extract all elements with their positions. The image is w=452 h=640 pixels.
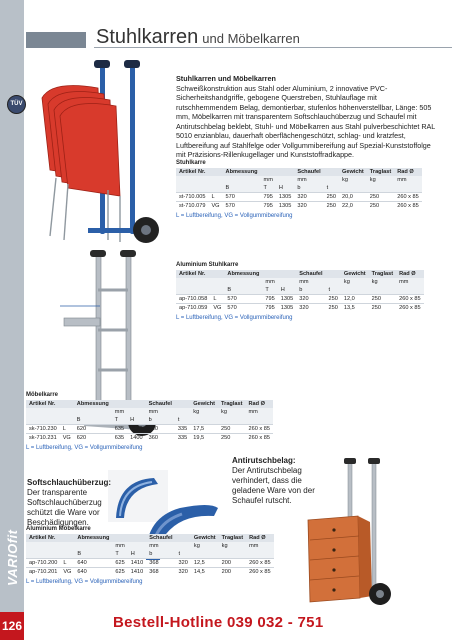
table-legend: L = Luftbereifung, VG = Vollgummibereifung	[176, 213, 293, 219]
table-cell: 1305	[276, 193, 294, 202]
letter-cell	[190, 416, 218, 425]
letter-cell: B	[74, 550, 112, 559]
header-cell: Schaufel	[146, 534, 175, 542]
letter-cell: B	[224, 286, 262, 295]
table-section-title: Aluminium Stuhlkarre	[176, 262, 239, 268]
unit-cell	[128, 542, 146, 550]
letter-cell: T	[112, 550, 127, 559]
unit-cell: kg	[190, 408, 218, 416]
table-cell: L	[60, 559, 74, 568]
unit-cell	[26, 542, 60, 550]
header-cell: Abmessung	[74, 534, 112, 542]
header-cell: Gewicht	[191, 534, 219, 542]
callout-soft-hose	[27, 478, 111, 528]
letter-cell: H	[127, 416, 145, 425]
table-cell: 320	[176, 568, 191, 577]
letter-cell	[176, 184, 208, 193]
callout-line: Der Antirutschbelag	[232, 466, 302, 475]
order-hotline: Bestell-Hotline 039 032 - 751	[113, 614, 324, 631]
page-number: 126	[0, 612, 24, 640]
unit-cell	[223, 176, 261, 184]
table-cell: 1400	[127, 434, 145, 443]
header-cell	[112, 400, 127, 408]
table-cell: 320	[176, 559, 191, 568]
unit-cell: kg	[219, 542, 246, 550]
table-cell: 250	[326, 295, 341, 304]
unit-cell	[278, 278, 296, 286]
table-cell: 250	[218, 425, 245, 434]
table-cell: 22,0	[339, 202, 367, 211]
table-cell: 320	[294, 202, 323, 211]
unit-cell: mm	[394, 176, 421, 184]
table-cell: 250	[369, 304, 396, 313]
table-row	[26, 568, 274, 577]
letter-cell: t	[324, 184, 339, 193]
table-cell: 570	[223, 202, 261, 211]
table-legend: L = Luftbereifung, VG = Vollgummibereifung	[26, 445, 143, 451]
header-cell: Traglast	[367, 168, 394, 176]
table-row	[176, 202, 422, 211]
header-cell	[127, 400, 145, 408]
table-cell: 795	[261, 193, 276, 202]
header-cell	[324, 168, 339, 176]
letter-cell	[219, 550, 246, 559]
header-cell: Abmessung	[74, 400, 112, 408]
unit-cell: kg	[341, 278, 369, 286]
table-cell: 335	[175, 425, 190, 434]
unit-cell	[224, 278, 262, 286]
unit-cell	[210, 278, 224, 286]
letter-cell: H	[276, 184, 294, 193]
callout-line: Schaufel rutscht.	[232, 496, 292, 505]
table-cell: 570	[223, 193, 261, 202]
letter-cell	[26, 416, 60, 425]
table-cell: 260 x 85	[246, 568, 273, 577]
table-cell: 200	[219, 559, 246, 568]
table-cell: 795	[262, 295, 277, 304]
letter-cell	[367, 184, 394, 193]
letter-cell	[208, 184, 222, 193]
table-cell: 260 x 85	[246, 559, 273, 568]
table-row	[26, 559, 274, 568]
table-cell: 368	[146, 559, 175, 568]
table-cell: L	[60, 425, 74, 434]
header-cell: Artikel Nr.	[176, 270, 210, 278]
table-cell: 200	[219, 568, 246, 577]
table-cell: 260 x 85	[245, 434, 272, 443]
header-cell	[112, 534, 127, 542]
table-cell: 625	[112, 559, 127, 568]
unit-cell	[74, 542, 112, 550]
letter-cell	[60, 550, 74, 559]
header-cell: Schaufel	[146, 400, 175, 408]
header-cell	[60, 534, 74, 542]
unit-cell	[74, 408, 112, 416]
header-cell: Traglast	[369, 270, 396, 278]
page-title	[96, 26, 300, 49]
table-row	[176, 295, 424, 304]
unit-cell: kg	[367, 176, 394, 184]
table-cell: L	[208, 193, 222, 202]
table-cell: sk-710.230	[26, 425, 60, 434]
letter-cell	[369, 286, 396, 295]
table-cell: 1410	[128, 559, 146, 568]
letter-cell	[191, 550, 219, 559]
header-cell: Schaufel	[296, 270, 325, 278]
table-cell: 1410	[128, 568, 146, 577]
table-section-title: Möbelkarre	[26, 392, 59, 398]
spec-table-stuhlkarre	[176, 160, 422, 219]
unit-cell: mm	[112, 408, 127, 416]
unit-cell	[127, 408, 145, 416]
header-cell: Artikel Nr.	[26, 400, 60, 408]
title-text: Stuhlkarren	[96, 26, 199, 48]
table-cell: 12,0	[341, 295, 369, 304]
unit-cell	[176, 278, 210, 286]
table-cell: ap-710.201	[26, 568, 60, 577]
unit-cell	[60, 542, 74, 550]
table-cell: 250	[324, 202, 339, 211]
header-cell	[128, 534, 146, 542]
header-cell: Traglast	[218, 400, 245, 408]
table-cell: 625	[112, 568, 127, 577]
table-cell: 260 x 85	[394, 202, 421, 211]
table-cell: 640	[74, 568, 112, 577]
tuv-badge: TÜV	[7, 95, 26, 114]
table-cell: 320	[296, 295, 325, 304]
table-cell: VG	[208, 202, 222, 211]
header-cell: Rad Ø	[245, 400, 272, 408]
header-cell	[326, 270, 341, 278]
letter-cell	[176, 286, 210, 295]
table-cell: 1400	[127, 425, 145, 434]
header-cell: Gewicht	[341, 270, 369, 278]
table-cell: ap-710.059	[176, 304, 210, 313]
letter-cell	[396, 286, 423, 295]
subtitle-text: und Möbelkarren	[202, 31, 300, 46]
table-cell: 635	[112, 425, 127, 434]
letter-cell	[210, 286, 224, 295]
callout-line: Softschlauchüberzug	[27, 498, 102, 507]
letter-cell: T	[262, 286, 277, 295]
letter-cell: b	[296, 286, 325, 295]
header-cell: Rad Ø	[396, 270, 423, 278]
header-cell	[60, 400, 74, 408]
letter-cell	[60, 416, 74, 425]
table-cell: 250	[324, 193, 339, 202]
header-cell	[278, 270, 296, 278]
table-cell: 795	[261, 202, 276, 211]
table-cell: 570	[224, 304, 262, 313]
table-cell: 19,5	[190, 434, 218, 443]
unit-cell	[176, 176, 208, 184]
letter-cell: H	[278, 286, 296, 295]
unit-cell	[326, 278, 341, 286]
letter-cell: b	[294, 184, 323, 193]
product-description	[176, 74, 438, 160]
stacked-red-chairs-steel-cart-photo	[28, 58, 170, 250]
table-cell: 250	[367, 193, 394, 202]
table-cell: VG	[60, 568, 74, 577]
header-cell: Abmessung	[224, 270, 262, 278]
letter-cell: b	[146, 416, 175, 425]
unit-cell	[276, 176, 294, 184]
unit-cell: kg	[191, 542, 219, 550]
unit-cell: mm	[294, 176, 323, 184]
header-cell: Artikel Nr.	[26, 534, 60, 542]
aluminium-furniture-cart-with-cabinet-photo	[286, 458, 404, 608]
letter-cell: B	[223, 184, 261, 193]
spec-table-moebelkarre	[26, 392, 273, 451]
table-cell: 14,5	[191, 568, 219, 577]
callout-line: geladene Ware von der	[232, 486, 315, 495]
letter-cell	[246, 550, 273, 559]
table-cell: st-710.079	[176, 202, 208, 211]
table-row	[26, 425, 273, 434]
letter-cell: t	[175, 416, 190, 425]
letter-cell: H	[128, 550, 146, 559]
table-row	[26, 434, 273, 443]
table-cell: 620	[74, 425, 112, 434]
unit-cell: mm	[262, 278, 277, 286]
table-cell: 17,5	[190, 425, 218, 434]
unit-cell: mm	[396, 278, 423, 286]
header-cell	[210, 270, 224, 278]
callout-heading: Softschlauchüberzug:	[27, 478, 112, 487]
unit-cell	[26, 408, 60, 416]
letter-cell	[341, 286, 369, 295]
table-cell: 1305	[278, 304, 296, 313]
header-cell: Rad Ø	[246, 534, 273, 542]
unit-cell: mm	[245, 408, 272, 416]
callout-line: Der transparente	[27, 488, 88, 497]
table-cell: 20,0	[339, 193, 367, 202]
table-cell: 360	[146, 425, 175, 434]
callout-line: verhindert, dass die	[232, 476, 302, 485]
header-cell	[276, 168, 294, 176]
letter-cell	[218, 416, 245, 425]
table-cell: 250	[369, 295, 396, 304]
table-cell: 335	[175, 434, 190, 443]
table-cell: 620	[74, 434, 112, 443]
brand-logo: VARIOfit	[5, 529, 20, 586]
table-cell: 260 x 85	[396, 295, 423, 304]
table-cell: 1305	[276, 202, 294, 211]
table-cell: ap-710.200	[26, 559, 60, 568]
table-cell: 260 x 85	[394, 193, 421, 202]
table-cell: 250	[326, 304, 341, 313]
spec-table-aluminium-stuhlkarre	[176, 262, 424, 321]
table-cell: 12,5	[191, 559, 219, 568]
header-cell	[176, 534, 191, 542]
callout-line: schützt die Ware vor	[27, 508, 100, 517]
table-row	[176, 304, 424, 313]
table-section-title: Aluminium Möbelkarre	[26, 526, 91, 532]
table-cell: VG	[60, 434, 74, 443]
table-legend: L = Luftbereifung, VG = Vollgummibereifung	[26, 579, 143, 585]
table-cell: ap-710.058	[176, 295, 210, 304]
table-cell: 260 x 85	[396, 304, 423, 313]
table-cell: VG	[210, 304, 224, 313]
header-cell: Schaufel	[294, 168, 323, 176]
header-cell: Traglast	[219, 534, 246, 542]
header-cell	[261, 168, 276, 176]
header-cell: Rad Ø	[394, 168, 421, 176]
unit-cell: mm	[261, 176, 276, 184]
letter-cell: B	[74, 416, 112, 425]
callout-heading: Antirutschbelag:	[232, 456, 296, 465]
table-cell: 360	[146, 434, 175, 443]
header-cell	[262, 270, 277, 278]
table-cell: 1305	[278, 295, 296, 304]
table-cell: 320	[294, 193, 323, 202]
header-cell	[208, 168, 222, 176]
description-text: Schweißkonstruktion aus Stahl oder Aluminium, 2 innovative PVC-Sicherheitshandgriffe, gebogene Querstreben, Stuhlauflage mit rutschhemmendem Belag, demontierbar, stufenlos höhenverstellbar, Länge: 505 mm, Möbelkarren mit transparentem Softschlauchüberzug und Schaufel mit Antirutschbelag beklebt, Stuhl- und Möbelkarren aus Stahl pulverbeschichtet RAL 5010 enzianblau, dauerhaft oberflächengeschützt, schlag- und kratzfest, Luftbereifung auf Stahlfelge oder Vollgummibereifung auf Spezial-Kunststoffolge mit Präzisions-Rillenkugellager und Kunststoffradkappe.	[176, 83, 436, 159]
table-cell: 795	[262, 304, 277, 313]
table-cell: 13,5	[341, 304, 369, 313]
letter-cell: b	[146, 550, 175, 559]
table-cell: 570	[224, 295, 262, 304]
unit-cell	[175, 408, 190, 416]
letter-cell: t	[176, 550, 191, 559]
letter-cell	[26, 550, 60, 559]
unit-cell: kg	[339, 176, 367, 184]
letter-cell	[394, 184, 421, 193]
unit-cell: mm	[146, 542, 175, 550]
table-cell: 250	[218, 434, 245, 443]
unit-cell: mm	[296, 278, 325, 286]
header-cell: Abmessung	[223, 168, 261, 176]
table-cell: 250	[367, 202, 394, 211]
description-heading: Stuhlkarren und Möbelkarren	[176, 74, 276, 83]
table-cell: 368	[146, 568, 175, 577]
table-row	[176, 193, 422, 202]
table-cell: L	[210, 295, 224, 304]
table-cell: 635	[112, 434, 127, 443]
unit-cell: kg	[369, 278, 396, 286]
header-cell: Gewicht	[190, 400, 218, 408]
unit-cell: kg	[218, 408, 245, 416]
spec-table-aluminium-moebelkarre	[26, 526, 274, 585]
table-cell: sk-710.231	[26, 434, 60, 443]
table-cell: 640	[74, 559, 112, 568]
letter-cell: T	[112, 416, 127, 425]
table-cell: 260 x 85	[245, 425, 272, 434]
unit-cell	[60, 408, 74, 416]
letter-cell: t	[326, 286, 341, 295]
unit-cell: mm	[246, 542, 273, 550]
header-cell: Artikel Nr.	[176, 168, 208, 176]
table-cell: st-710.005	[176, 193, 208, 202]
letter-cell	[245, 416, 272, 425]
header-cell	[175, 400, 190, 408]
callout-line: Beschädigungen.	[27, 518, 89, 527]
unit-cell	[176, 542, 191, 550]
table-legend: L = Luftbereifung, VG = Vollgummibereifung	[176, 315, 293, 321]
letter-cell: T	[261, 184, 276, 193]
unit-cell: mm	[112, 542, 127, 550]
unit-cell	[208, 176, 222, 184]
table-section-title: Stuhlkarre	[176, 160, 206, 166]
table-cell: 320	[296, 304, 325, 313]
letter-cell	[339, 184, 367, 193]
unit-cell: mm	[146, 408, 175, 416]
unit-cell	[324, 176, 339, 184]
header-cell: Gewicht	[339, 168, 367, 176]
